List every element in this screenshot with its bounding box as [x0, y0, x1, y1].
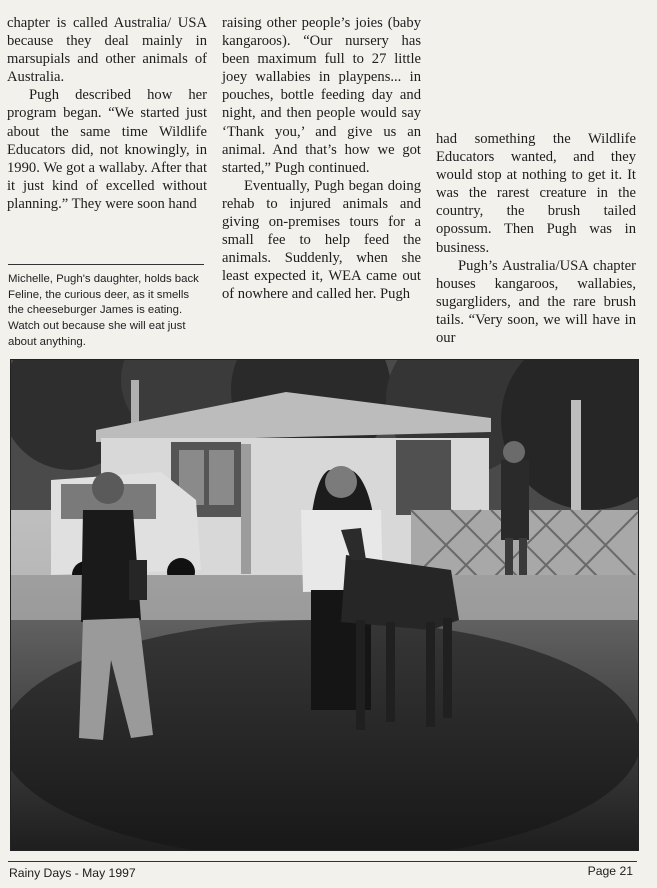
article-column-3: [436, 130, 636, 347]
article-paragraph: Pugh’s Australia/USA chapter houses kangaroos, wallabies, sugargliders, and the rare brush tails. “Very soon, we will have in our: [436, 257, 636, 347]
article-column-2: [222, 14, 421, 304]
page-number: Page 21: [587, 864, 633, 878]
article-paragraph: Pugh described how her program began. “We started just about the same time Wildlife Educators did, not knowingly, in 1990. We got a wallaby. After that it just kind of excelled without planning.” They were soon hand: [7, 87, 207, 212]
publication-footer: Rainy Days - May 1997: [9, 866, 136, 880]
photo-illustration: [11, 360, 638, 850]
article-column-1: [7, 14, 207, 213]
footer-divider: [8, 861, 637, 862]
article-paragraph: raising other people’s joies (baby kangaroos). “Our nursery has been maximum full to 27 little joey wallabies in playpens... in pouches, bottle feeding day and night, and then people would say ‘Thank you,’ and give us an animal. And that’s how we got started,” Pugh continued.: [222, 15, 421, 176]
article-photo: [10, 359, 639, 851]
caption-divider: [8, 264, 204, 265]
article-paragraph: chapter is called Australia/ USA because they deal mainly in marsupials and other animals of Australia.: [7, 15, 207, 86]
article-paragraph: Eventually, Pugh began doing rehab to injured animals and giving on-premises tours for a small fee to help feed the animals. Suddenly, when she least expected it, WEA came out of nowhere and called her. Pugh: [222, 177, 421, 303]
article-paragraph: had something the Wildlife Educators wanted, and they would stop at nothing to get it. It was the rarest creature in the country, the brush tailed opossum. Then Pugh was in business.: [436, 131, 636, 256]
photo-caption: Michelle, Pugh's daughter, holds back Feline, the curious deer, as it smells the cheeseburger James is eating. Watch out because she will eat just about anything.: [8, 273, 199, 348]
